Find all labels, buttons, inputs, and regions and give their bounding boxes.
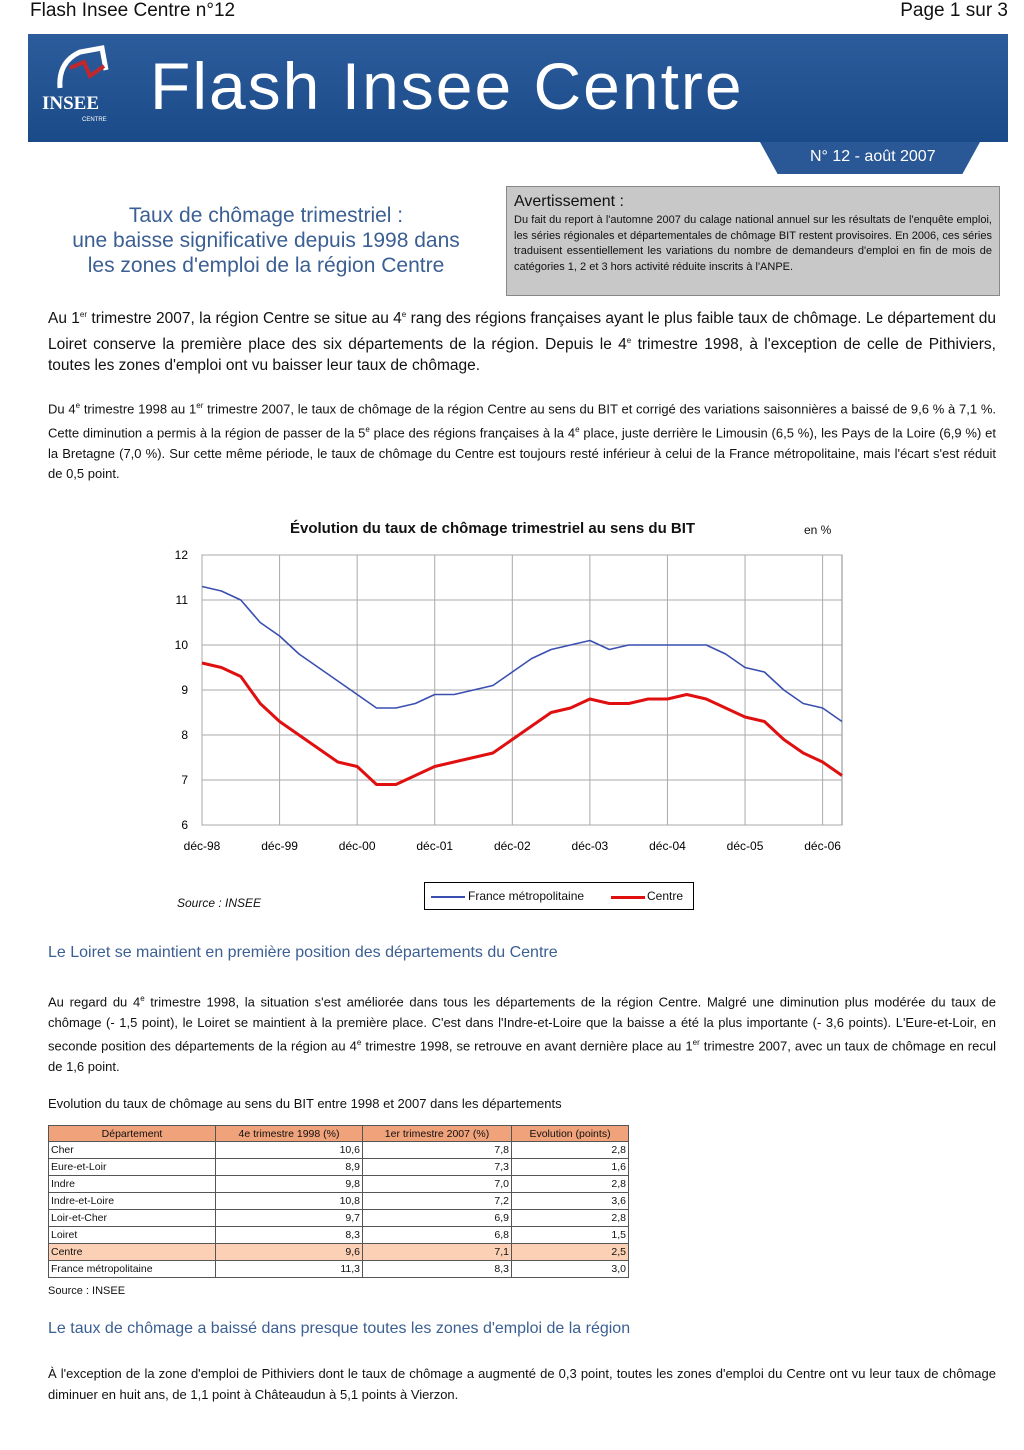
table-cell: 8,3 bbox=[216, 1227, 363, 1244]
intro-paragraph bbox=[48, 304, 996, 377]
text: place des régions françaises à la 4 bbox=[369, 425, 576, 441]
table-cell: Indre bbox=[49, 1176, 216, 1193]
issue-label: N° 12 - août 2007 bbox=[810, 148, 936, 165]
column-header: 1er trimestre 2007 (%) bbox=[363, 1126, 512, 1142]
table-cell: 7,3 bbox=[363, 1159, 512, 1176]
y-tick-label: 8 bbox=[181, 728, 188, 742]
table-cell: Cher bbox=[49, 1142, 216, 1159]
table-cell: 6,8 bbox=[363, 1227, 512, 1244]
x-tick-label: déc-01 bbox=[416, 839, 454, 853]
x-tick-label: déc-03 bbox=[571, 839, 609, 853]
table-cell: 10,6 bbox=[216, 1142, 363, 1159]
table-cell: 7,1 bbox=[363, 1244, 512, 1261]
text: trimestre 2007, la région Centre se situe au 4 bbox=[87, 310, 402, 328]
legend-label-centre: Centre bbox=[647, 889, 684, 903]
text: Au regard du 4 bbox=[48, 994, 141, 1010]
table-cell: 9,7 bbox=[216, 1210, 363, 1227]
logo-subtext: CENTRE bbox=[82, 117, 107, 123]
table-row bbox=[49, 1159, 629, 1176]
x-tick-label: déc-00 bbox=[338, 839, 376, 853]
table-cell: 2,8 bbox=[512, 1176, 629, 1193]
x-tick-label: déc-05 bbox=[726, 839, 764, 853]
title-line-1: Taux de chômage trimestriel : bbox=[128, 204, 404, 227]
y-tick-label: 7 bbox=[181, 773, 188, 787]
sup: er bbox=[692, 1038, 700, 1048]
text: trimestre 1998 au 1 bbox=[80, 401, 197, 417]
x-tick-label: déc-02 bbox=[493, 839, 531, 853]
section-title-1: Le Loiret se maintient en première position des départements du Centre bbox=[48, 944, 558, 961]
table-cell: Loir-et-Cher bbox=[49, 1210, 216, 1227]
table-source: Source : INSEE bbox=[48, 1285, 126, 1297]
text: trimestre 2007, le taux de chômage de la région Centre au sens du BIT et corrigé des variations saisonnières a baissé de 9,6 % à 7,1 %. Cette diminution a permis à la région de passer de la 5 bbox=[48, 401, 997, 441]
text: rang des régions françaises ayant le plus faible taux de chômage. Le département du Loiret conserve la première place des six départements de la région. Depuis le 4 bbox=[48, 310, 996, 353]
table-row bbox=[49, 1176, 629, 1193]
table-cell: Centre bbox=[49, 1244, 216, 1261]
y-tick-label: 12 bbox=[174, 548, 188, 562]
sup: e bbox=[365, 424, 370, 434]
line-chart bbox=[160, 545, 860, 860]
text: trimestre 1998, la situation s'est améliorée dans tous les départements de la région Centre. Malgré une diminution plus modérée du taux de chômage (- 1,5 point), le Loiret se maintient à la première place. C'est dans l'Indre-et-Loire que la baisse a été la plus importante (- 3,6 points). L'Eure-et-Loir, en seconde position des départements de la région au 4 bbox=[48, 994, 996, 1054]
table-row bbox=[49, 1244, 629, 1261]
column-header: Département bbox=[49, 1126, 216, 1142]
text: trimestre 2007, avec un taux de chômage en recul de 1,6 point. bbox=[48, 1038, 996, 1075]
sup: e bbox=[140, 994, 145, 1003]
table-cell: 7,2 bbox=[363, 1193, 512, 1210]
table-cell: 9,8 bbox=[216, 1176, 363, 1193]
table-cell: 2,8 bbox=[512, 1210, 629, 1227]
table-cell: 8,9 bbox=[216, 1159, 363, 1176]
body-paragraph-2 bbox=[48, 989, 996, 1078]
x-tick-label: déc-06 bbox=[804, 839, 841, 853]
table-cell: 9,6 bbox=[216, 1244, 363, 1261]
legend-swatch-france bbox=[431, 896, 465, 898]
table-row bbox=[49, 1142, 629, 1159]
table-cell: 6,9 bbox=[363, 1210, 512, 1227]
text: Du 4 bbox=[48, 401, 76, 417]
table-cell: 8,3 bbox=[363, 1261, 512, 1278]
text: Au 1 bbox=[48, 310, 80, 328]
table-row bbox=[49, 1210, 629, 1227]
sup: e bbox=[401, 310, 407, 319]
column-header: 4e trimestre 1998 (%) bbox=[216, 1126, 363, 1142]
sup: e bbox=[626, 335, 632, 345]
chart-legend bbox=[424, 882, 694, 910]
y-tick-label: 6 bbox=[181, 818, 188, 832]
x-tick-label: déc-04 bbox=[649, 839, 686, 853]
table-cell: 2,5 bbox=[512, 1244, 629, 1261]
table-cell: Loiret bbox=[49, 1227, 216, 1244]
chart-source: Source : INSEE bbox=[177, 896, 262, 910]
legend-label-france: France métropolitaine bbox=[468, 889, 585, 903]
sup: er bbox=[196, 401, 204, 410]
x-tick-label: déc-98 bbox=[183, 839, 221, 853]
body-paragraph-3: À l'exception de la zone d'emploi de Pithiviers dont le taux de chômage a augmenté de 0,3 point, toutes les zones d'emploi du Centre ont vu leur taux de chômage diminuer en huit ans, de 1,1 point à Châteaudun à 5,1 points à Vierzon. bbox=[48, 1366, 996, 1402]
column-header: Evolution (points) bbox=[512, 1126, 629, 1142]
sup: e bbox=[356, 1038, 362, 1048]
table-cell: 7,0 bbox=[363, 1176, 512, 1193]
table-cell: 10,8 bbox=[216, 1193, 363, 1210]
x-tick-label: déc-99 bbox=[261, 839, 298, 853]
table-row bbox=[49, 1193, 629, 1210]
document-header-left: Flash Insee Centre n°12 bbox=[30, 0, 236, 21]
warning-title: Avertissement : bbox=[514, 193, 624, 210]
body-paragraph-1 bbox=[48, 396, 996, 485]
title-line-3: les zones d'emploi de la région Centre bbox=[87, 254, 445, 277]
table-cell: France métropolitaine bbox=[49, 1261, 216, 1278]
text: trimestre 1998, à l'exception de celle de Pithiviers, toutes les zones d'emploi ont vu baisser leur taux de chômage. bbox=[48, 335, 996, 375]
table-cell: 1,6 bbox=[512, 1159, 629, 1176]
page-number: Page 1 sur 3 bbox=[900, 0, 1008, 21]
table-row bbox=[49, 1227, 629, 1244]
text: place, juste derrière le Limousin (6,5 %), les Pays de la Loire (6,9 %) et la Bretagne (7,0 %). Sur cette même période, le taux de chômage du Centre est toujours resté inférieur à celui de la France métropolitaine, mais l'écart s'est réduit de 0,5 point. bbox=[48, 425, 996, 482]
table-cell: 3,6 bbox=[512, 1193, 629, 1210]
table-cell: 2,8 bbox=[512, 1142, 629, 1159]
article-title bbox=[36, 203, 496, 278]
table-caption: Evolution du taux de chômage au sens du BIT entre 1998 et 2007 dans les départements bbox=[48, 1096, 562, 1111]
warning-box bbox=[506, 186, 1000, 296]
banner-title: Flash Insee Centre bbox=[150, 49, 744, 123]
sup: e bbox=[575, 424, 580, 434]
sup: e bbox=[75, 401, 81, 410]
warning-body: Du fait du report à l'automne 2007 du calage national annuel sur les résultats de l'enquête emploi, les séries régionales et départementales de chômage BIT restent provisoires. En 2006, ces séries traduisent essentiellement les variations du nombre de demandeurs d'emploi en fin de mois de catégories 1, 2 et 3 hors activité réduite inscrits à l'ANPE. bbox=[514, 214, 992, 273]
y-tick-label: 10 bbox=[174, 638, 188, 652]
logo-text: INSEE bbox=[42, 93, 100, 114]
y-tick-label: 9 bbox=[181, 683, 188, 697]
y-tick-label: 11 bbox=[175, 593, 188, 607]
table-cell: 3,0 bbox=[512, 1261, 629, 1278]
table-cell: Eure-et-Loir bbox=[49, 1159, 216, 1176]
legend-swatch-centre bbox=[611, 896, 645, 899]
table-cell: 7,8 bbox=[363, 1142, 512, 1159]
departments-table bbox=[48, 1125, 629, 1278]
table-cell: Indre-et-Loire bbox=[49, 1193, 216, 1210]
chart-unit: en % bbox=[804, 523, 832, 537]
title-line-2: une baisse significative depuis 1998 dans bbox=[72, 229, 460, 252]
table-row bbox=[49, 1261, 629, 1278]
section-title-2: Le taux de chômage a baissé dans presque toutes les zones d'emploi de la région bbox=[48, 1320, 631, 1337]
text: trimestre 1998, se retrouve en avant dernière place au 1 bbox=[361, 1038, 693, 1054]
table-cell: 11,3 bbox=[216, 1261, 363, 1278]
table-cell: 1,5 bbox=[512, 1227, 629, 1244]
sup: er bbox=[79, 310, 88, 319]
chart-title: Évolution du taux de chômage trimestriel au sens du BIT bbox=[290, 520, 696, 537]
